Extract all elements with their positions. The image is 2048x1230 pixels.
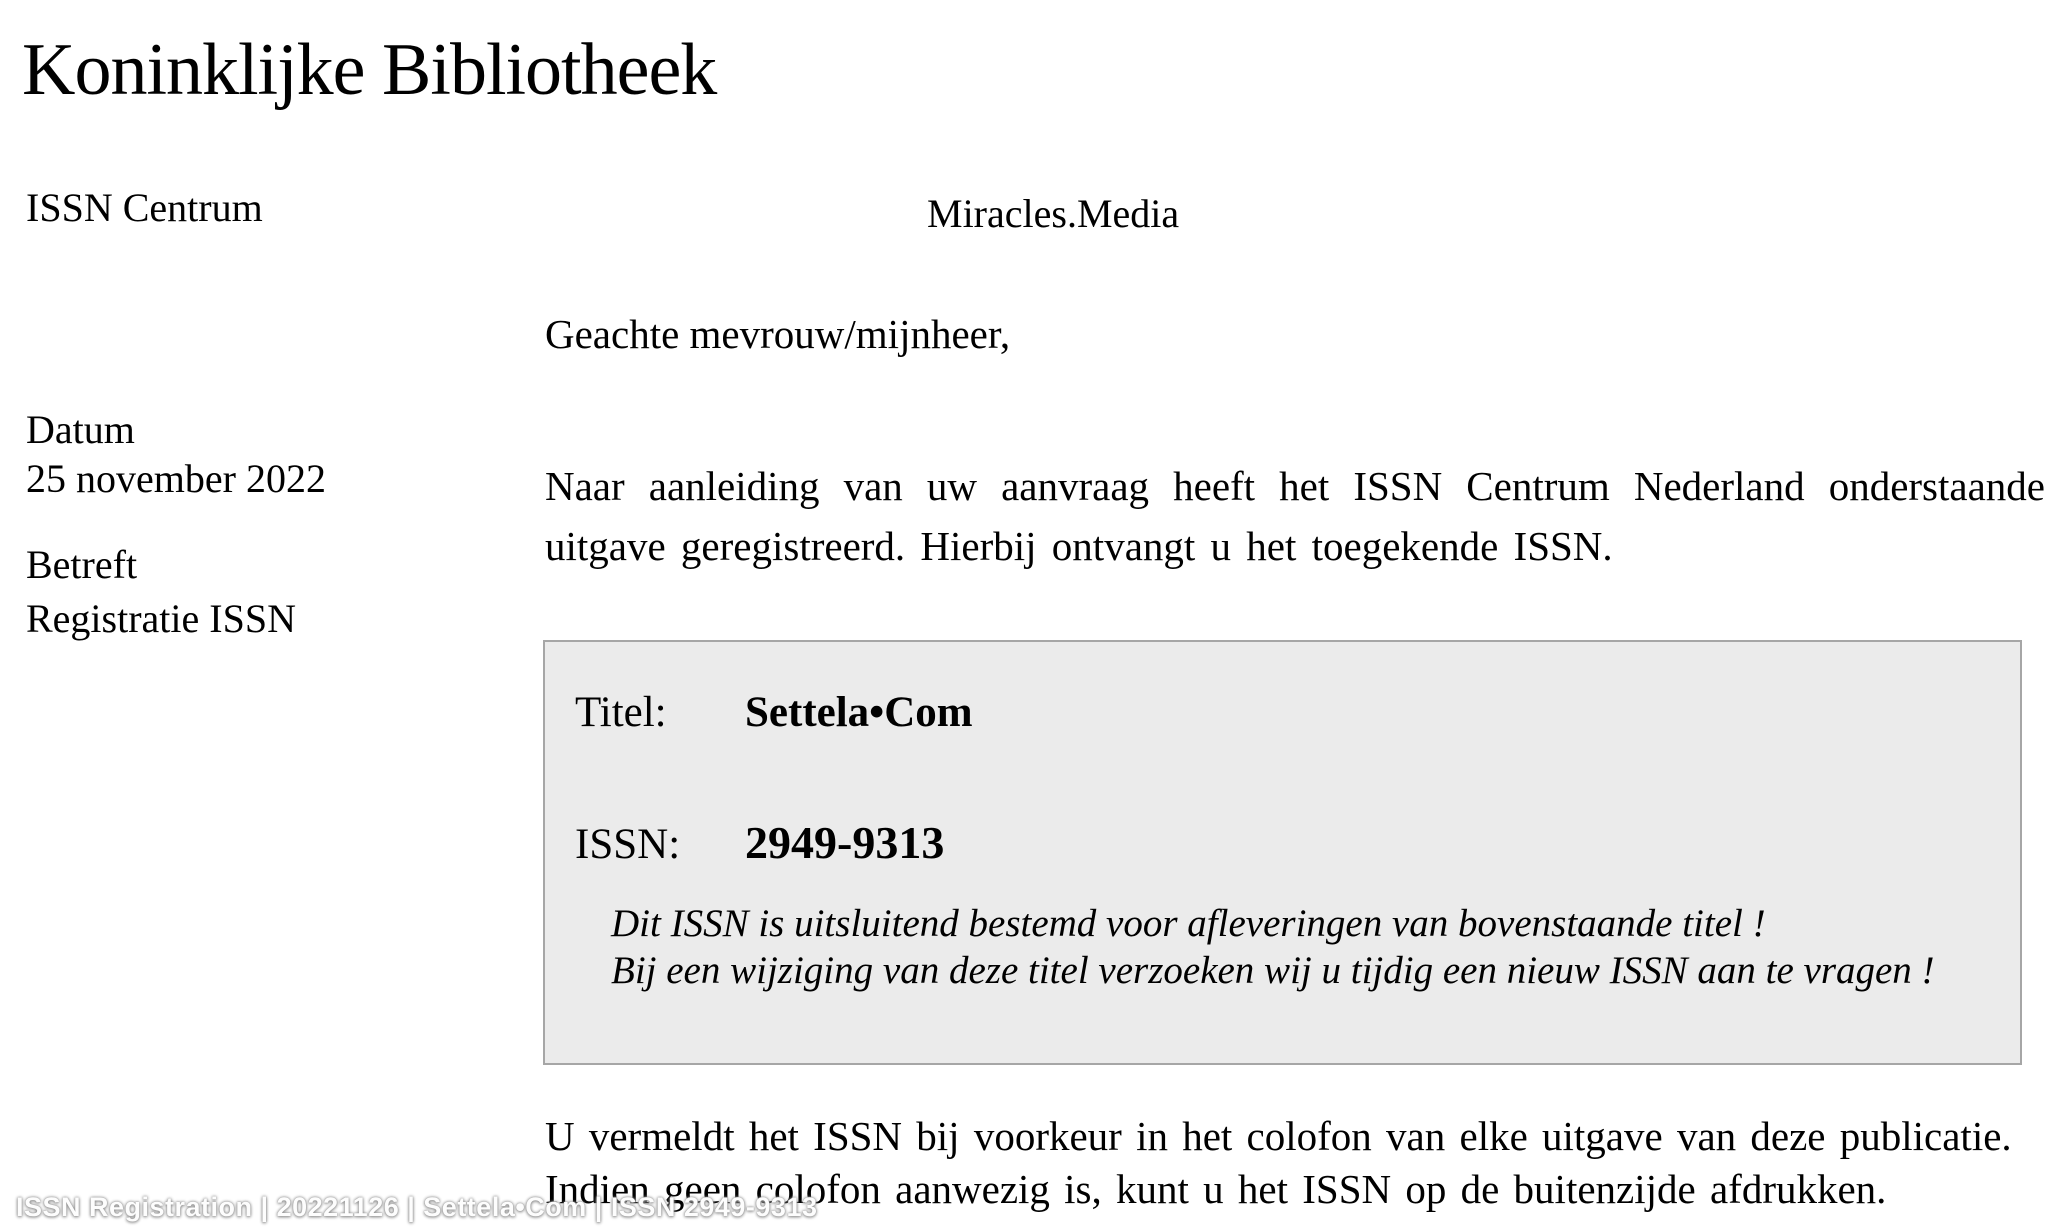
issn-value: 2949-9313 [745,817,945,868]
date-value: 25 november 2022 [26,456,326,501]
issn-note-line1: Dit ISSN is uitsluitend bestemd voor afleveringen van bovenstaande titel ! [611,902,1766,945]
recipient-name: Miracles.Media [927,191,1180,236]
closing-paragraph: U vermeldt het ISSN bij voorkeur in het colofon van elke uitgave van deze publicatie. Indien geen colofon aanwezig is, kunt u het ISSN op de buitenzijde afdrukken. [545,1113,2012,1212]
page-title: Koninklijke Bibliotheek [22,29,717,111]
intro-paragraph: Naar aanleiding van uw aanvraag heeft het ISSN Centrum Nederland onderstaande uitgave geregistreerd. Hierbij ontvangt u het toegekende ISSN. [545,463,2045,569]
title-label: Titel: [575,689,667,736]
sender-department: ISSN Centrum [26,185,263,230]
issn-notes [611,900,1935,994]
subject-label: Betreft [26,542,138,587]
salutation: Geachte mevrouw/mijnheer, [545,311,1011,357]
watermark-text: ISSN Registration | 20221126 | Settela•Com | ISSN 2949-9313 [16,1192,818,1222]
date-label: Datum [26,407,135,452]
issn-label: ISSN: [575,821,681,868]
title-value: Settela•Com [745,689,973,736]
issn-note-line2: Bij een wijziging van deze titel verzoeken wij u tijdig een nieuw ISSN aan te vragen ! [611,949,1935,992]
subject-value: Registratie ISSN [26,596,296,641]
registration-box [543,640,2022,1065]
